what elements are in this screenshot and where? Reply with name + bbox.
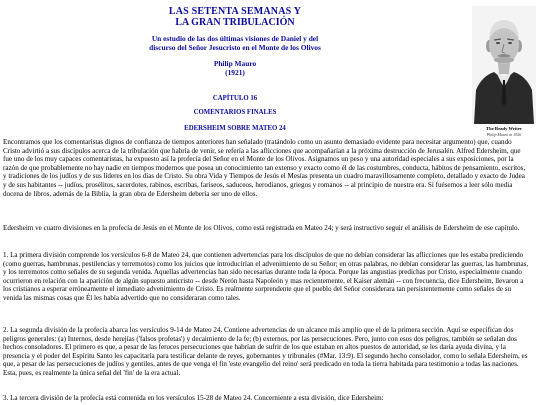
paragraph-intro: Encontramos que los comentaristas dignos de confianza de tiempos anteriores han señalado (tratándolo como un asunto demasiado evidente para necesitar argumento) que, cuando Cristo advirtió a sus discípulos acerca de la tribulación que habría de venir, se refería a las aflicciones que acompañarían a la próxima destrucción de Jerusalén. Alfred Edersheim, que fue uno de los muy capaces comentaristas, ha expuesto así la profecía del Señor en el Monte de los Olivos. Asignamos un peso y una autoridad especiales a sus exposiciones, por la razón de que probablemente no hay nadie en tiempos modernos que posea un conocimiento tan extenso y exacto como él de las costumbres, conducta, hábitos de pensamiento, escritos, y tradiciones de los judíos y de sus líderes en los días de Cristo. Su obra Vida y Tiempos de Jesús el Mesías presenta un cuadro maravillosamente completo, detallado y exacto de Judea y de sus habitantes -- judíos, prosélitos, sacerdotes, rabinos, escribas, fariseos, saduceos, herodianos, griegos y romanos -- al principio de nuestra era. Si fuésemos a leer sólo media docena de libros, además de la Biblia, la gran obra de Edersheim debería ser uno de ellos.	[3, 138, 526, 198]
author-portrait-image	[472, 6, 536, 124]
photo-caption: The Ready Writer	[486, 126, 522, 131]
photo-subcaption: Philip Mauro in 1926	[486, 132, 522, 137]
title-line-1: LAS SETENTA SEMANAS Y	[168, 6, 302, 17]
section-title: COMENTARIOS FINALES	[193, 109, 277, 116]
author-name: Philip Mauro	[213, 59, 257, 68]
paragraph-second-division: 2. La segunda división de la profecía abarca los versículos 9-14 de Mateo 24. Contiene advertencias de un alcance más amplio que el de la primera sección. Aquí se especifican dos peligros generales: (a) Internos, desde herejías ('falsos profetas') y decaimiento de la fe; (b) externos, por las persecuciones. Pero, junto con esos dos peligros, también se señalan dos hechos consoladores. El primero es que, a pesar de las feroces persecuciones que habrían de sufrir de los que estaban en altos puestos de autoridad, se les daría ayuda divina, y la presencia y el poder del Espíritu Santo les capacitaría para testificar delante de reyes, gobernantes y tribunales (#Mar. 13:9). El segundo hecho consolador, como lo señala Edersheim, es que, a pesar de las persecuciones de judíos y gentiles, antes de que venga el fin 'este evangelio del reino' será predicado en toda la tierra habitada para testimonio a todas las naciones. Esta, pues, es realmente la única señal del 'fin' de la era actual.	[3, 326, 528, 377]
chapter-label: CAPÍTULO 16	[212, 95, 258, 102]
title-line-2: LA GRAN TRIBULACIÓN	[175, 17, 295, 28]
paragraph-first-division: 1. La primera división comprende los versículos 6-8 de Mateo 24, que contienen advertencias para los discípulos de que no debían considerar las aflicciones que les estaba prediciendo (como guerras, hambrunas, pestilencias y terremotos) como los juicios que introducirían el advenimiento de su Señor; en otras palabras, no debían considerar las guerras, las hambrunas, y los terremotos como señales de su segunda venida. Aquellas advertencias han sido necesarias durante toda la época. Porque las angustias predichas por Cristo, especialmente cuando ocurrieron en relación con la aparición de algún supuesto anticristo -- desde Nerón hasta Napoleón y mas recientemente, el Kaiser alemán -- con frecuencia, dice Edersheim, llevaron a los cristianos a esperar erróneamente el inmediato advenimiento de Cristo. Es realmente sorprendente que el pueblo del Señor considerara tan persistentemente como señales de su venida las mismas cosas que Él les había advertido que no consideraran como tales.	[3, 251, 529, 302]
paragraph-four-divisions: Edersheim ve cuatro divisiones en la profecía de Jesús en el Monte de los Olivos, como está registrada en Mateo 24; y será instructivo seguir el análisis de Edersheim de ese capítulo.	[3, 224, 520, 232]
subtitle-line-1: Un estudio de las dos últimas visiones de Daniel y del	[151, 34, 319, 43]
paragraph-third-division: 3. La tercera división de la profecía está contenida en los versículos 15-28 de Mateo 24. Concerniente a esta división, dice Edersheim:	[3, 394, 384, 402]
section-heading: EDERSHEIM SOBRE MATEO 24	[184, 125, 286, 132]
subtitle-line-2: discurso del Señor Jesucristo en el Monte de los Olivos	[149, 43, 321, 52]
author-portrait	[472, 6, 536, 124]
publication-year: (1921)	[225, 68, 245, 77]
